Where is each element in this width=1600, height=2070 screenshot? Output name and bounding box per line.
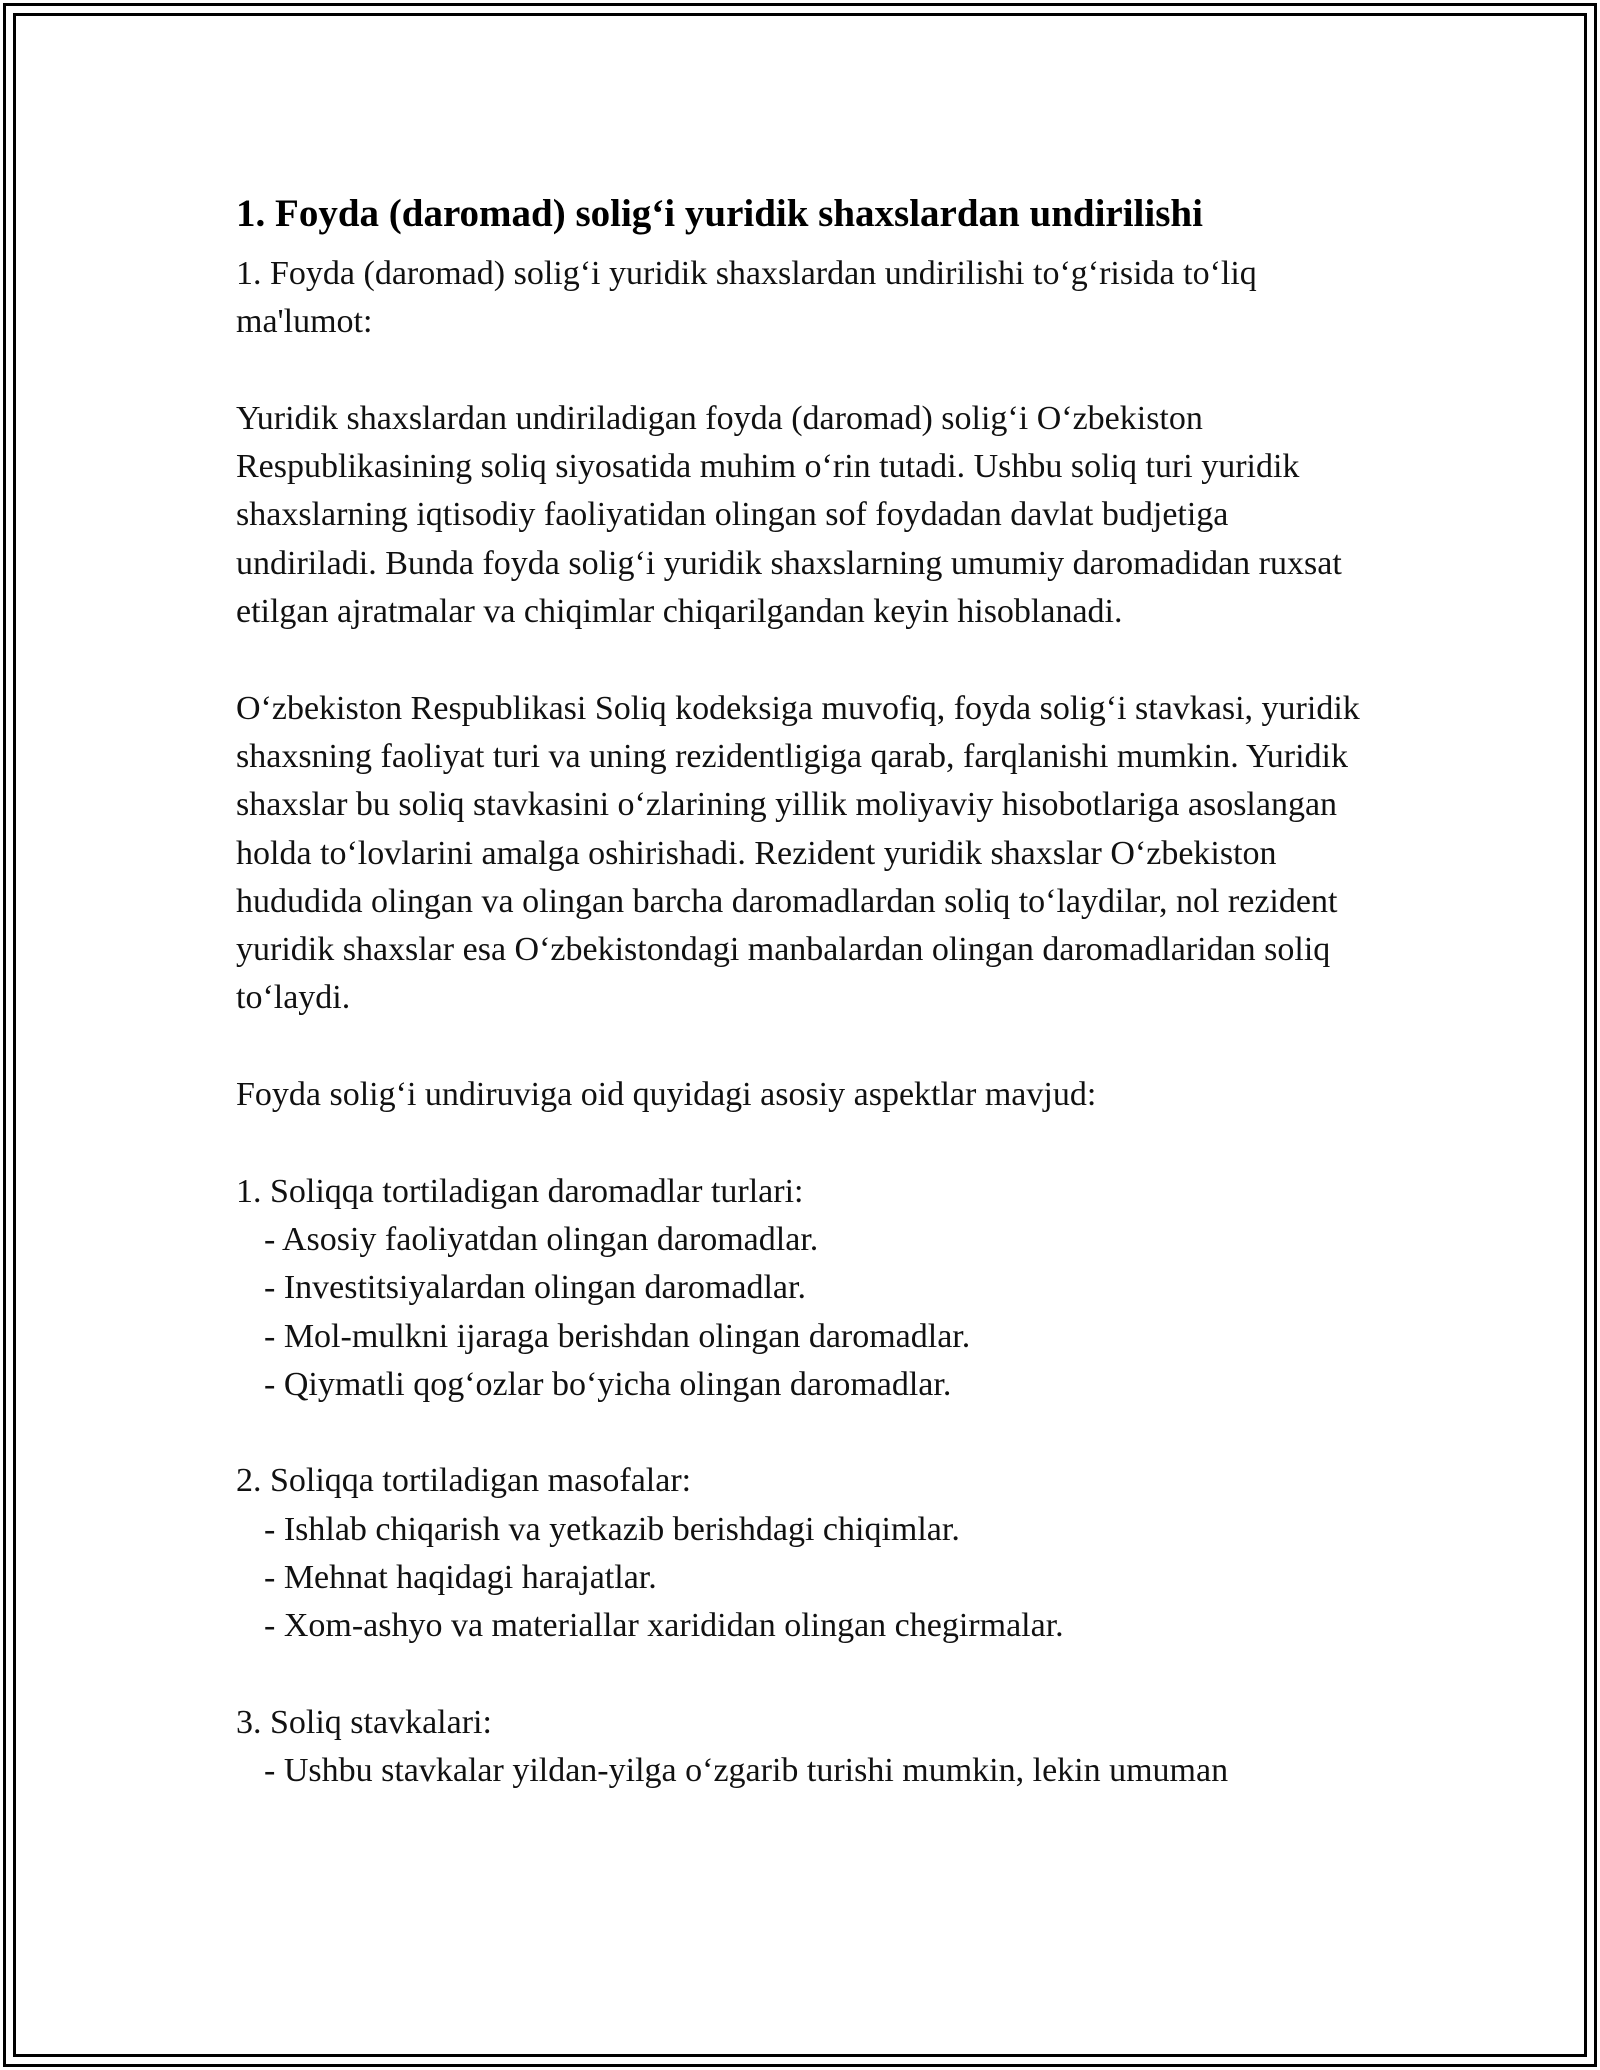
list-item: - Ishlab chiqarish va yetkazib berishdagi chiqimlar.	[264, 1510, 960, 1548]
section-heading: 2. Soliqqa tortiladigan masofalar:	[236, 1462, 692, 1500]
aspects-intro: Foyda solig‘i undiruviga oid quyidagi asosiy aspektlar mavjud:	[236, 1076, 1097, 1114]
paragraph-legal-entities: Yuridik shaxslardan undiriladigan foyda (daromad) solig‘i O‘zbekiston Respublikasining soliq siyosatida muhim o‘rin tutadi. Ushbu soliq turi yuridik shaxslarning iqtisodiy faoliyatidan olingan sof foydadan davlat budjetiga undiriladi. Bunda foyda solig‘i yuridik shaxslarning umumiy daromadidan ruxsat etilgan ajratmalar va chiqimlar chiqarilgandan keyin hisoblanadi.	[236, 399, 1351, 631]
list-item: - Ushbu stavkalar yildan-yilga o‘zgarib turishi mumkin, lekin umuman	[264, 1752, 1229, 1790]
list-item: - Mehnat haqidagi harajatlar.	[264, 1559, 657, 1597]
list-item: - Investitsiyalardan olingan daromadlar.	[264, 1269, 806, 1307]
list-item: - Xom-ashyo va materiallar xarididan olingan chegirmalar.	[264, 1607, 1064, 1645]
list-item: - Asosiy faoliyatdan olingan daromadlar.	[264, 1220, 819, 1258]
paragraph-spacer	[236, 1023, 1366, 1071]
paragraph-spacer	[236, 636, 1366, 684]
section-taxable-deductions	[236, 1457, 1366, 1650]
intro-paragraph: 1. Foyda (daromad) solig‘i yuridik shaxslardan undirilishi to‘g‘risida to‘liq ma'lumot:	[236, 255, 1266, 341]
section-heading: 3. Soliq stavkalari:	[236, 1703, 492, 1741]
paragraph-spacer	[236, 1409, 1366, 1457]
paragraph-tax-code: O‘zbekiston Respublikasi Soliq kodeksiga muvofiq, foyda solig‘i stavkasi, yuridik shaxsning faoliyat turi va uning rezidentligiga qarab, farqlanishi mumkin. Yuridik shaxslar bu soliq stavkasini o‘zlarining yillik moliyaviy hisobotlariga asoslangan holda to‘lovlarini amalga oshirishadi. Rezident yuridik shaxslar O‘zbekiston hududida olingan va olingan barcha daromadlardan soliq to‘laydilar, nol rezident yuridik shaxslar esa O‘zbekistondagi manbalardan olingan daromadlaridan soliq to‘laydi.	[236, 689, 1369, 1017]
paragraph-spacer	[236, 347, 1366, 395]
paragraph-spacer	[236, 1119, 1366, 1167]
list-item: - Mol-mulkni ijaraga berishdan olingan daromadlar.	[264, 1317, 971, 1355]
paragraph-spacer	[236, 1651, 1366, 1699]
section-tax-rates	[236, 1699, 1366, 1796]
list-item: - Qiymatli qog‘ozlar bo‘yicha olingan daromadlar.	[264, 1365, 952, 1403]
document-title: 1. Foyda (daromad) solig‘i yuridik shaxslardan undirilishi	[236, 192, 1203, 235]
section-income-types	[236, 1168, 1366, 1409]
document-body	[236, 184, 1369, 1796]
section-heading: 1. Soliqqa tortiladigan daromadlar turlari:	[236, 1172, 804, 1210]
